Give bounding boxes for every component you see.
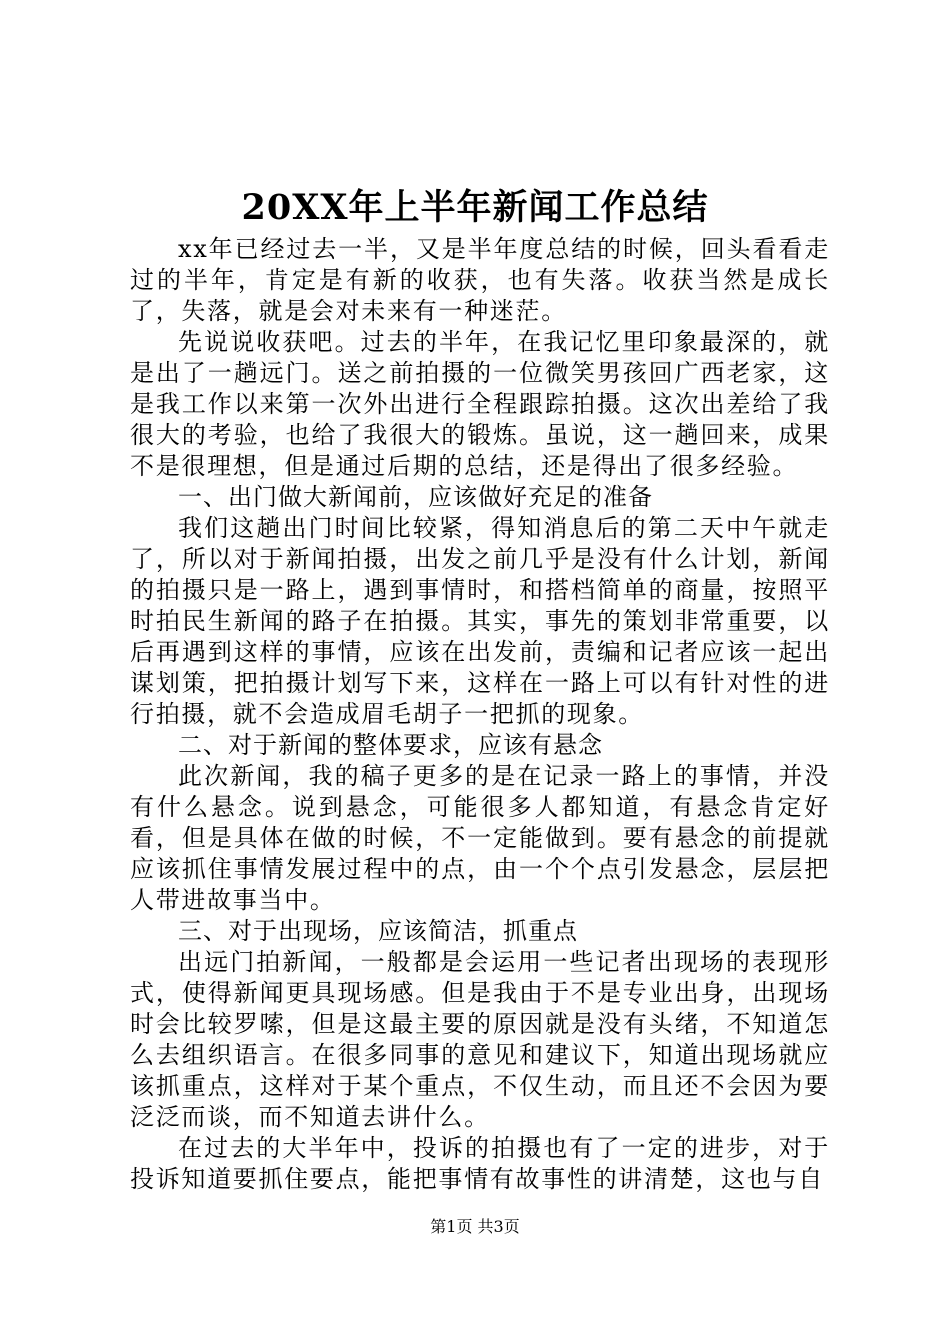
page-footer: 第1页 共3页 (430, 1217, 520, 1236)
document-title: 20XX年上半年新闻工作总结 (241, 187, 709, 228)
paragraph-intro: xx年已经过去一半，又是半年度总结的时候，回头看看走过的半年，肯定是有新的收获，也有失落。收获当然是成长了，失落，就是会对未来有一种迷茫。 (130, 235, 830, 325)
paragraph-harvest: 先说说收获吧。过去的半年，在我记忆里印象最深的，就是出了一趟远门。送之前拍摄的一位微笑男孩回广西老家，这是我工作以来第一次外出进行全程跟踪拍摄。这次出差给了我很大的考验，也给了我很大的锻炼。虽说，这一趟回来，成果不是很理想，但是通过后期的总结，还是得出了很多经验。 (130, 328, 830, 480)
paragraph-complaints: 在过去的大半年中，投诉的拍摄也有了一定的进步，对于投诉知道要抓住要点，能把事情有故事性的讲清楚，这也与自 (130, 1134, 830, 1193)
paragraph-on-scene: 出远门拍新闻，一般都是会运用一些记者出现场的表现形式，使得新闻更具现场感。但是我由于不是专业出身，出现场时会比较罗嗦，但是这最主要的原因就是没有头绪，不知道怎么去组织语言。在很多同事的意见和建议下，知道出现场就应该抓重点，这样对于某个重点，不仅生动，而且还不会因为要泛泛而谈，而不知道去讲什么。 (130, 948, 830, 1131)
section-heading-2: 二、对于新闻的整体要求，应该有悬念 (178, 731, 603, 759)
section-heading-3: 三、对于出现场，应该简洁，抓重点 (178, 917, 578, 945)
paragraph-preparation: 我们这趟出门时间比较紧，得知消息后的第二天中午就走了，所以对于新闻拍摄，出发之前几乎是没有什么计划，新闻的拍摄只是一路上，遇到事情时，和搭档简单的商量，按照平时拍民生新闻的路子在拍摄。其实，事先的策划非常重要，以后再遇到这样的事情，应该在出发前，责编和记者应该一起出谋划策，把拍摄计划写下来，这样在一路上可以有针对性的进行拍摄，就不会造成眉毛胡子一把抓的现象。 (130, 514, 830, 728)
document-body (130, 234, 830, 1195)
paragraph-suspense: 此次新闻，我的稿子更多的是在记录一路上的事情，并没有什么悬念。说到悬念，可能很多人都知道，有悬念肯定好看，但是具体在做的时候，不一定能做到。要有悬念的前提就应该抓住事情发展过程中的点，由一个个点引发悬念，层层把人带进故事当中。 (130, 762, 830, 914)
section-heading-1: 一、出门做大新闻前，应该做好充足的准备 (178, 483, 653, 511)
